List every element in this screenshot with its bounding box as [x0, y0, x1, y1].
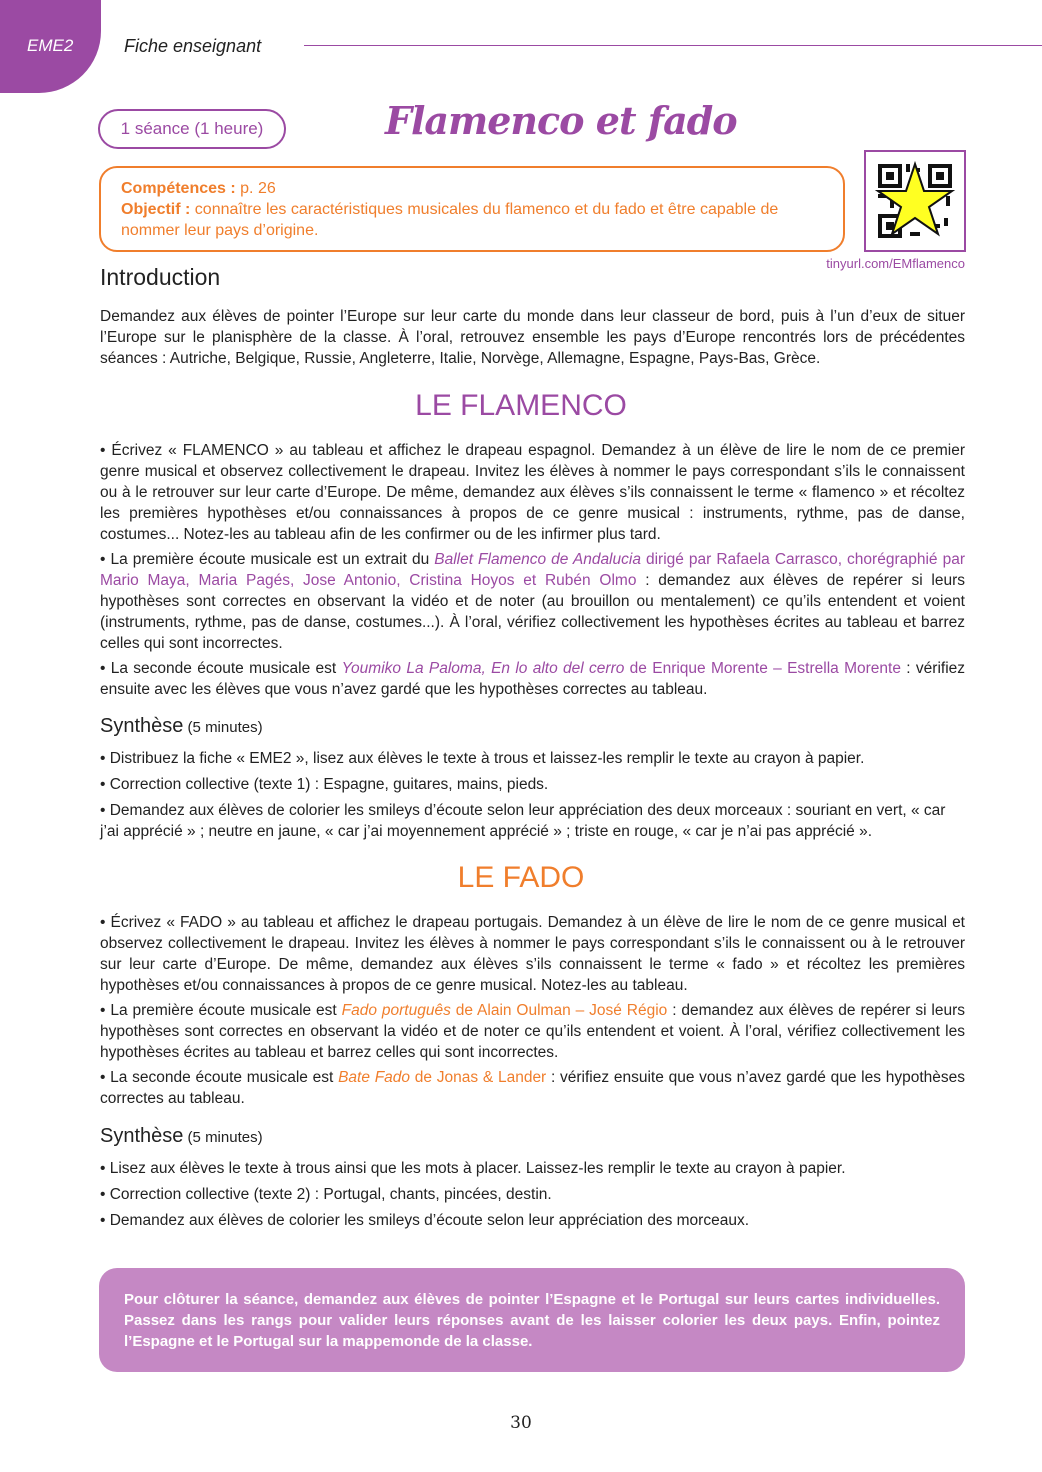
synthese-1-duration: (5 minutes) [183, 719, 263, 736]
list-item: • Demandez aux élèves de colorier les smileys d’écoute selon leur appréciation des deux morceaux : souriant en vert, « car j’ai apprécié » ; neutre en jaune, « car j’ai moyennement apprécié » ; triste en rouge, « car je n’ai pas apprécié ». [100, 802, 946, 840]
synthese-1-title: Synthèse [100, 715, 184, 737]
fado-work-1: Fado português [341, 1002, 451, 1019]
session-pill: 1 séance (1 heure) [98, 109, 286, 149]
competences-text [121, 178, 821, 241]
flamenco-p2-intro: • La première écoute musicale est un extrait du [100, 551, 435, 568]
fado-heading: LE FADO [457, 861, 585, 894]
list-item: • Correction collective (texte 1) : Espagne, guitares, mains, pieds. [100, 776, 549, 793]
fado-p2-rest: : demandez aux élèves de repérer si leurs hypothèses sont correctes en observant la vidéo et de noter ce qu’ils entendent et voient. À l’oral, vérifiez collectivement les hypothèses écrites au tableau et barrez celles qui sont incorrectes. [100, 1002, 966, 1061]
flamenco-p3-intro: • La seconde écoute musicale est [100, 660, 342, 677]
list-item: • Distribuez la fiche « EME2 », lisez aux élèves le texte à trous et laissez-les remplir le texte au crayon à papier. [100, 750, 865, 767]
fado-work-2: Bate Fado [338, 1069, 411, 1086]
list-item: • Lisez aux élèves le texte à trous ainsi que les mots à placer. Laissez-les remplir le texte au crayon à papier. [100, 1160, 846, 1177]
closing-text: Pour clôturer la séance, demandez aux élèves de pointer l’Espagne et le Portugal sur leurs cartes individuelles. Passez dans les rangs pour valider leurs réponses avant de les laisser colorier les deux pays. Enfin, pointez l’Espagne et le Portugal sur la mappemonde de la classe. [124, 1291, 940, 1350]
flamenco-paragraph-1: • Écrivez « FLAMENCO » au tableau et affichez le drapeau espagnol. Demandez à un élève de lire le nom de ce premier genre musical et observez collectivement le drapeau. Invitez les élèves à nommer le pays correspondant s’ils le connaissent ou à le retrouver sur leur carte d’Europe. De même, demandez aux élèves s’ils connaissent le terme « flamenco » et récoltez les premières hypothèses et/ou connaissances à propos de ce genre musical : instruments, rythme, pas de danse, costumes... Notez-les au tableau afin de les confirmer ou de les infirmer plus tard. [100, 442, 965, 543]
fado-paragraph-2 [100, 1000, 965, 1063]
introduction-heading: Introduction [100, 264, 221, 290]
fado-p3-intro: • La seconde écoute musicale est [100, 1069, 339, 1086]
qr-link[interactable]: tinyurl.com/EMflamenco [826, 256, 965, 271]
flamenco-section [100, 440, 965, 704]
synthese-2-heading [100, 1125, 263, 1148]
synthese-2-duration: (5 minutes) [183, 1129, 263, 1146]
synthese-1-list [100, 748, 965, 847]
fado-section [100, 912, 965, 1113]
page-title: Flamenco et fado [385, 98, 737, 143]
page-number: 30 [510, 1413, 532, 1433]
flamenco-heading: LE FLAMENCO [415, 389, 627, 422]
qr-code[interactable] [864, 150, 966, 252]
synthese-2-list [100, 1158, 965, 1236]
introduction-text [100, 306, 965, 373]
flamenco-p2-rest: : demandez aux élèves de repérer si leurs hypothèses sont correctes en observant la vidéo et de noter (au brouillon ou mentalement) ce qu’ils entendent et voient (instruments, rythme, pas de danse, costumes...). À l’oral, vérifiez collectivement les hypothèses écrites au tableau et barrez celles qui sont incorrectes. [100, 572, 965, 652]
fado-p3-rest: : vérifiez ensuite que vous n’avez gardé que les hypothèses correctes au tableau. [100, 1069, 966, 1107]
section-tab-label: EME2 [27, 36, 74, 55]
fado-credit-2: de Jonas & Lander [410, 1069, 547, 1086]
flamenco-work-2: Youmiko La Paloma, En lo alto del cerro [341, 660, 625, 677]
fado-credit-1: de Alain Oulman – José Régio [450, 1002, 668, 1019]
list-item: • Correction collective (texte 2) : Portugal, chants, pincées, destin. [100, 1186, 552, 1203]
fado-paragraph-3 [100, 1067, 965, 1109]
competences-label: Compétences : [121, 180, 236, 197]
flamenco-paragraph-3 [100, 658, 965, 700]
flamenco-work-1: Ballet Flamenco de Andalucia [434, 551, 641, 568]
qr-code-icon [866, 152, 964, 250]
sheet-type: Fiche enseignant [124, 36, 262, 56]
header-divider [304, 45, 1042, 46]
flamenco-paragraph-2 [100, 549, 965, 654]
synthese-1-heading [100, 715, 263, 738]
fado-paragraph-1: • Écrivez « FADO » au tableau et affichez le drapeau portugais. Demandez à un élève de lire le nom de ce genre musical et observez collectivement le drapeau. Invitez les élèves à nommer le pays correspondant s’ils le connaissent ou à le retrouver sur leur carte d’Europe. De même, demandez aux élèves s’ils connaissent le terme « fado » et récoltez les premières hypothèses et/ou connaissances à propos de ce genre musical. Notez-les au tableau. [100, 914, 965, 994]
objectif-value: connaître les caractéristiques musicales du flamenco et du fado et être capable de nommer leur pays d’origine. [121, 201, 779, 239]
flamenco-credit-2: de Enrique Morente – Estrella Morente [624, 660, 901, 677]
fado-p2-intro: • La première écoute musicale est [100, 1002, 342, 1019]
competences-value: p. 26 [235, 180, 276, 197]
synthese-2-title: Synthèse [100, 1125, 184, 1147]
introduction-paragraph: Demandez aux élèves de pointer l’Europe sur leur carte du monde dans leur classeur de bord, puis à l’un d’eux de situer l’Europe sur le planisphère de la classe. À l’oral, retrouvez ensemble les pays d’Europe rencontrés lors de précédentes séances : Autriche, Belgique, Russie, Angleterre, Italie, Norvège, Allemagne, Espagne, Pays-Bas, Grèce. [100, 308, 965, 367]
list-item: • Demandez aux élèves de colorier les smileys d’écoute selon leur appréciation des morceaux. [100, 1212, 750, 1229]
objectif-label: Objectif : [121, 201, 191, 218]
flamenco-p3-rest: : vérifiez ensuite avec les élèves que vous n’avez gardé que les hypothèses correctes au tableau. [100, 660, 966, 698]
flamenco-credit-1: dirigé par Rafaela Carrasco, chorégraphié par Mario Maya, Maria Pagés, Jose Antonio, Cristina Hoyos et Rubén Olmo [100, 551, 965, 589]
